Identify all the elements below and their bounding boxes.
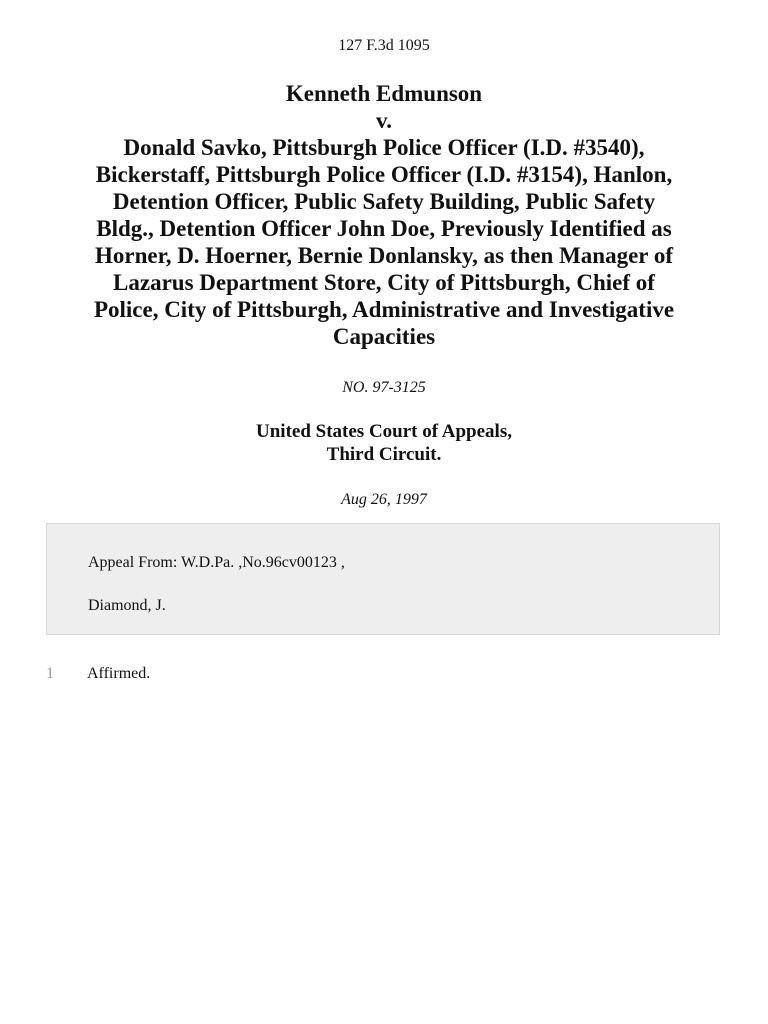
caption-line: Bldg., Detention Officer John Doe, Previously Identified as: [96, 216, 672, 241]
caption-line: v.: [376, 108, 392, 133]
court-name: [0, 398, 768, 466]
paragraph-number: 1: [46, 665, 54, 682]
court-line: United States Court of Appeals,: [256, 421, 512, 442]
paragraph-text: Affirmed.: [87, 665, 151, 682]
decision-date: Aug 26, 1997: [341, 491, 427, 508]
appeal-from: Appeal From: W.D.Pa. ,No.96cv00123 ,: [88, 554, 345, 571]
caption-line: Detention Officer, Public Safety Building, Public Safety: [112, 189, 656, 214]
appeal-info-box: [46, 523, 720, 635]
case-caption: [44, 56, 724, 350]
caption-line: Police, City of Pittsburgh, Administrative and Investigative: [93, 297, 675, 322]
caption-line: Capacities: [332, 324, 436, 349]
caption-line: Donald Savko, Pittsburgh Police Officer (I.D. #3540),: [123, 135, 645, 160]
caption-line: Kenneth Edmunson: [285, 81, 483, 106]
docket-number: NO. 97-3125: [342, 379, 426, 396]
caption-line: Bickerstaff, Pittsburgh Police Officer (I.D. #3154), Hanlon,: [95, 162, 673, 187]
court-line: Third Circuit.: [326, 444, 442, 465]
paragraph: [0, 664, 768, 688]
citation: 127 F.3d 1095: [338, 37, 430, 54]
caption-line: Horner, D. Hoerner, Bernie Donlansky, as then Manager of: [95, 243, 673, 268]
judge-name: Diamond, J.: [88, 597, 166, 614]
caption-line: Lazarus Department Store, City of Pittsburgh, Chief of: [113, 270, 655, 295]
